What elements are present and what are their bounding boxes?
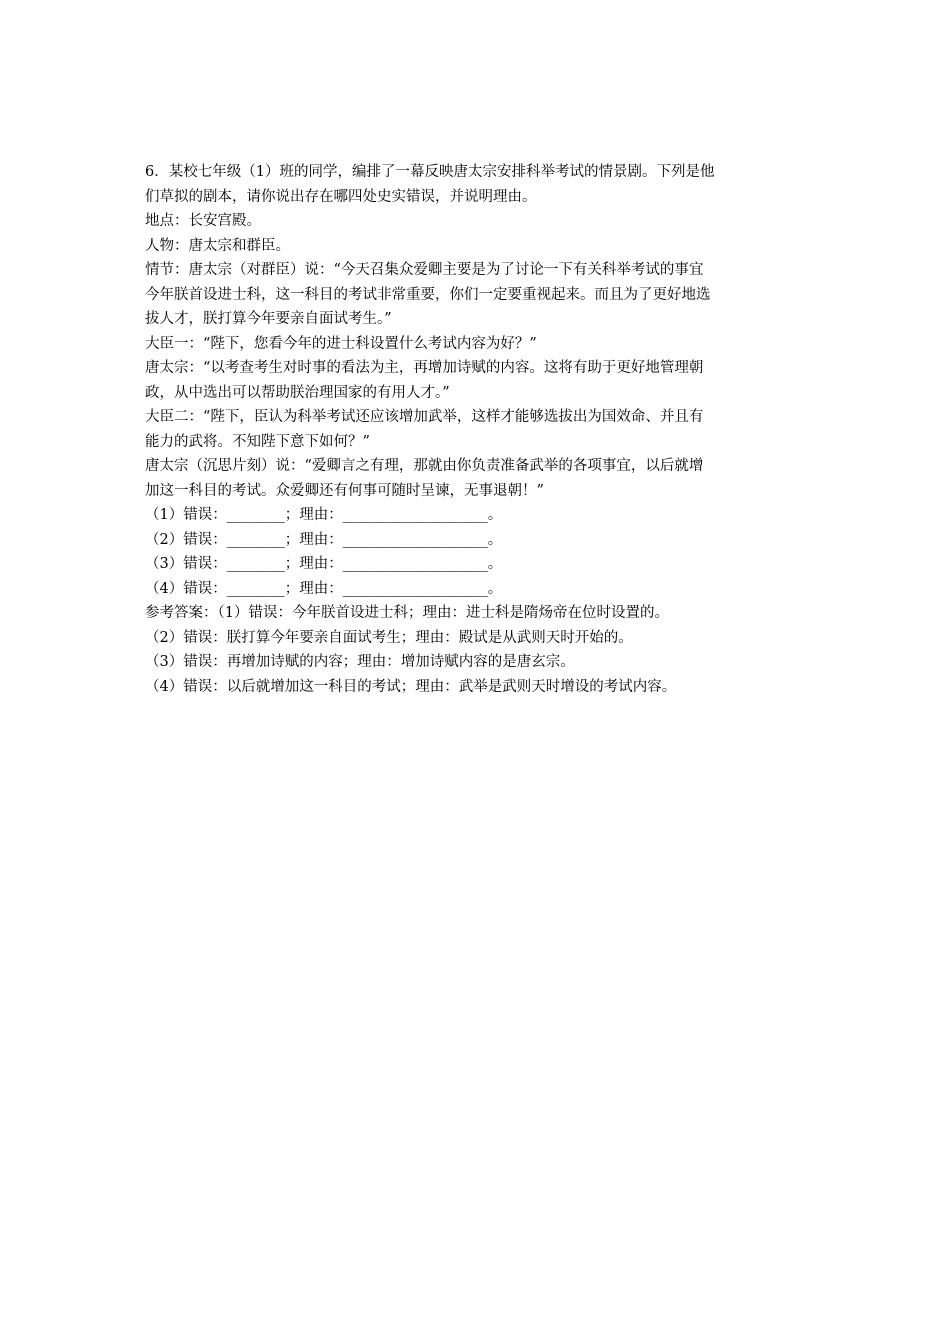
setting-location: 地点：长安宫殿。 [145,213,261,229]
minister-one-line: 大臣一：“陛下，您看今年的进士科设置什么考试内容为好？” [145,335,537,352]
answer-item-2: （2）错误：朕打算今年要亲自面试考生；理由：殿试是从武则天时开始的。 [145,629,633,646]
question-intro-line-2: 们草拟的剧本，请你说出存在哪四处史实错误，并说明理由。 [145,188,537,205]
emperor-final-line-2: 加这一科目的考试。众爱卿还有何事可随时呈谏，无事退朝！” [145,482,544,499]
answer-item-3: （3）错误：再增加诗赋的内容；理由：增加诗赋内容的是唐玄宗。 [145,654,575,670]
blank-item-2: （2）错误：________；理由：____________________。 [145,531,503,548]
answer-item-4: （4）错误：以后就增加这一科目的考试；理由：武举是武则天时增设的考试内容。 [145,678,677,695]
emperor-final-line-1: 唐太宗（沉思片刻）说：“爱卿言之有理，那就由你负责准备武举的各项事宜，以后就增 [145,458,704,474]
minister-two-line-2: 能力的武将。不知陛下意下如何？” [145,433,370,450]
document-page [145,160,810,699]
setting-characters: 人物：唐太宗和群臣。 [145,237,290,254]
plot-line-3: 拔人才，朕打算今年要亲自面试考生。” [145,311,392,327]
blank-item-1: （1）错误：________；理由：____________________。 [145,507,503,523]
plot-line-2: 今年朕首设进士科，这一科目的考试非常重要，你们一定要重视起来。而且为了更好地选 [145,286,711,303]
emperor-reply-line-1: 唐太宗：“以考查考生对时事的看法为主，再增加诗赋的内容。这将有助于更好地管理朝 [145,360,704,376]
minister-two-line-1: 大臣二：“陛下，臣认为科举考试还应该增加武举，这样才能够选拔出为国效命、并且有 [145,409,704,425]
blank-item-4: （4）错误：________；理由：____________________。 [145,580,503,597]
question-intro-line-1: 6．某校七年级（1）班的同学，编排了一幕反映唐太宗安排科举考试的情景剧。下列是他 [145,164,715,180]
emperor-reply-line-2: 政，从中选出可以帮助朕治理国家的有用人才。” [145,384,450,401]
blank-item-3: （3）错误：________；理由：____________________。 [145,556,503,572]
plot-line-1: 情节：唐太宗（对群臣）说：“今天召集众爱卿主要是为了讨论一下有关科举考试的事宜 [145,262,704,278]
answer-item-1: 参考答案：（1）错误：今年朕首设进士科；理由：进士科是隋炀帝在位时设置的。 [145,605,669,621]
